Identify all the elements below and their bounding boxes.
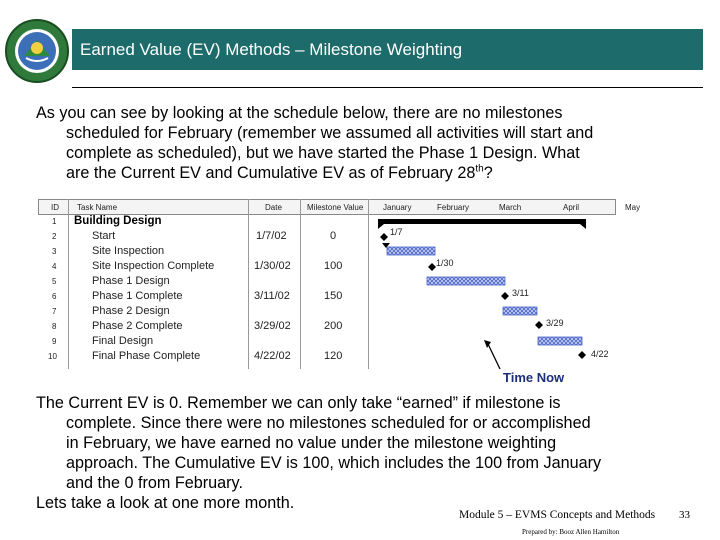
doe-seal-icon [4,18,70,84]
task-name: Phase 1 Design [92,275,170,287]
col-header-april: April [563,203,580,212]
milestone-diamond [380,233,388,241]
task-date: 1/30/02 [254,260,291,272]
milestone-diamond [535,321,543,329]
col-header-date: Date [265,203,282,212]
task-bar-phase2 [503,307,537,315]
intro-line: complete as scheduled), but we have started the Phase 1 Design. What [66,144,580,162]
task-name: Site Inspection Complete [92,260,215,272]
row-id: 10 [48,352,57,361]
task-bar-final [538,337,582,345]
page-title: Earned Value (EV) Methods – Milestone Weighting [72,29,703,70]
col-header-march: March [499,203,522,212]
footer-prepared-by: Prepared by: Booz Allen Hamilton [522,528,620,536]
task-name: Phase 1 Complete [92,290,183,302]
gantt-timeline [38,199,616,374]
row-id: 6 [52,292,57,301]
task-milestone-value: 120 [324,350,343,362]
intro-line: scheduled for February (remember we assumed all activities will start and [66,124,594,142]
task-milestone-value: 0 [330,230,337,242]
row-id: 8 [52,322,57,331]
body-line: approach. The Cumulative EV is 100, which includes the 100 from January [66,454,602,472]
milestone-label: 3/29 [546,318,564,328]
task-bar-phase1 [427,277,505,285]
milestone-label: 3/11 [512,288,529,298]
task-date: 4/22/02 [254,350,291,362]
col-header-milestone-value: Milestone Value [307,203,364,212]
row-id: 7 [52,307,57,316]
col-header-id: ID [51,203,59,212]
task-bar-site-inspection [387,247,435,255]
row-id: 2 [52,232,57,241]
row-id: 1 [52,217,57,226]
task-name: Start [92,230,116,242]
task-milestone-value: 200 [324,320,343,332]
gantt-schedule [38,199,641,369]
summary-bar [378,219,586,229]
body-line: and the 0 from February. [66,474,243,492]
task-name: Phase 2 Design [92,305,170,317]
time-now-label: Time Now [503,370,565,385]
milestone-label: 4/22 [591,349,609,359]
body-paragraph [36,393,601,513]
col-header-february: February [437,203,470,212]
body-line: in February, we have earned no value under the milestone weighting [66,434,557,452]
col-header-task: Task Name [77,203,118,212]
row-id: 5 [52,277,57,286]
task-name: Final Design [92,335,154,347]
title-divider [72,87,703,88]
task-name: Phase 2 Complete [92,320,183,332]
task-date: 3/29/02 [254,320,291,332]
row-id: 3 [52,247,57,256]
task-name: Building Design [74,215,162,227]
milestone-diamond [428,263,436,271]
col-header-january: January [383,203,412,212]
intro-paragraph [36,103,593,183]
row-id: 9 [52,337,57,346]
footer-module: Module 5 – EVMS Concepts and Methods [459,509,656,521]
row-id: 4 [52,262,57,271]
body-line: Lets take a look at one more month. [36,494,295,512]
intro-line: As you can see by looking at the schedule below, there are no milestones [36,104,563,122]
milestone-diamond [501,292,509,300]
body-line: complete. Since there were no milestones scheduled for or accomplished [66,414,591,432]
time-now-arrow [484,340,500,369]
task-date: 3/11/02 [254,290,290,302]
col-header-may: May [625,203,641,212]
task-name: Site Inspection [92,245,165,257]
task-milestone-value: 100 [324,260,343,272]
task-date: 1/7/02 [256,230,287,242]
intro-line: are the Current EV and Cumulative EV as of February 28th? [66,163,493,182]
task-name: Final Phase Complete [92,350,201,362]
task-milestone-value: 150 [324,290,343,302]
page-number: 33 [679,509,690,521]
milestone-diamond [578,351,586,359]
milestone-label: 1/7 [390,227,403,237]
milestone-label: 1/30 [436,258,454,268]
body-line: The Current EV is 0. Remember we can only take “earned” if milestone is [36,394,561,412]
